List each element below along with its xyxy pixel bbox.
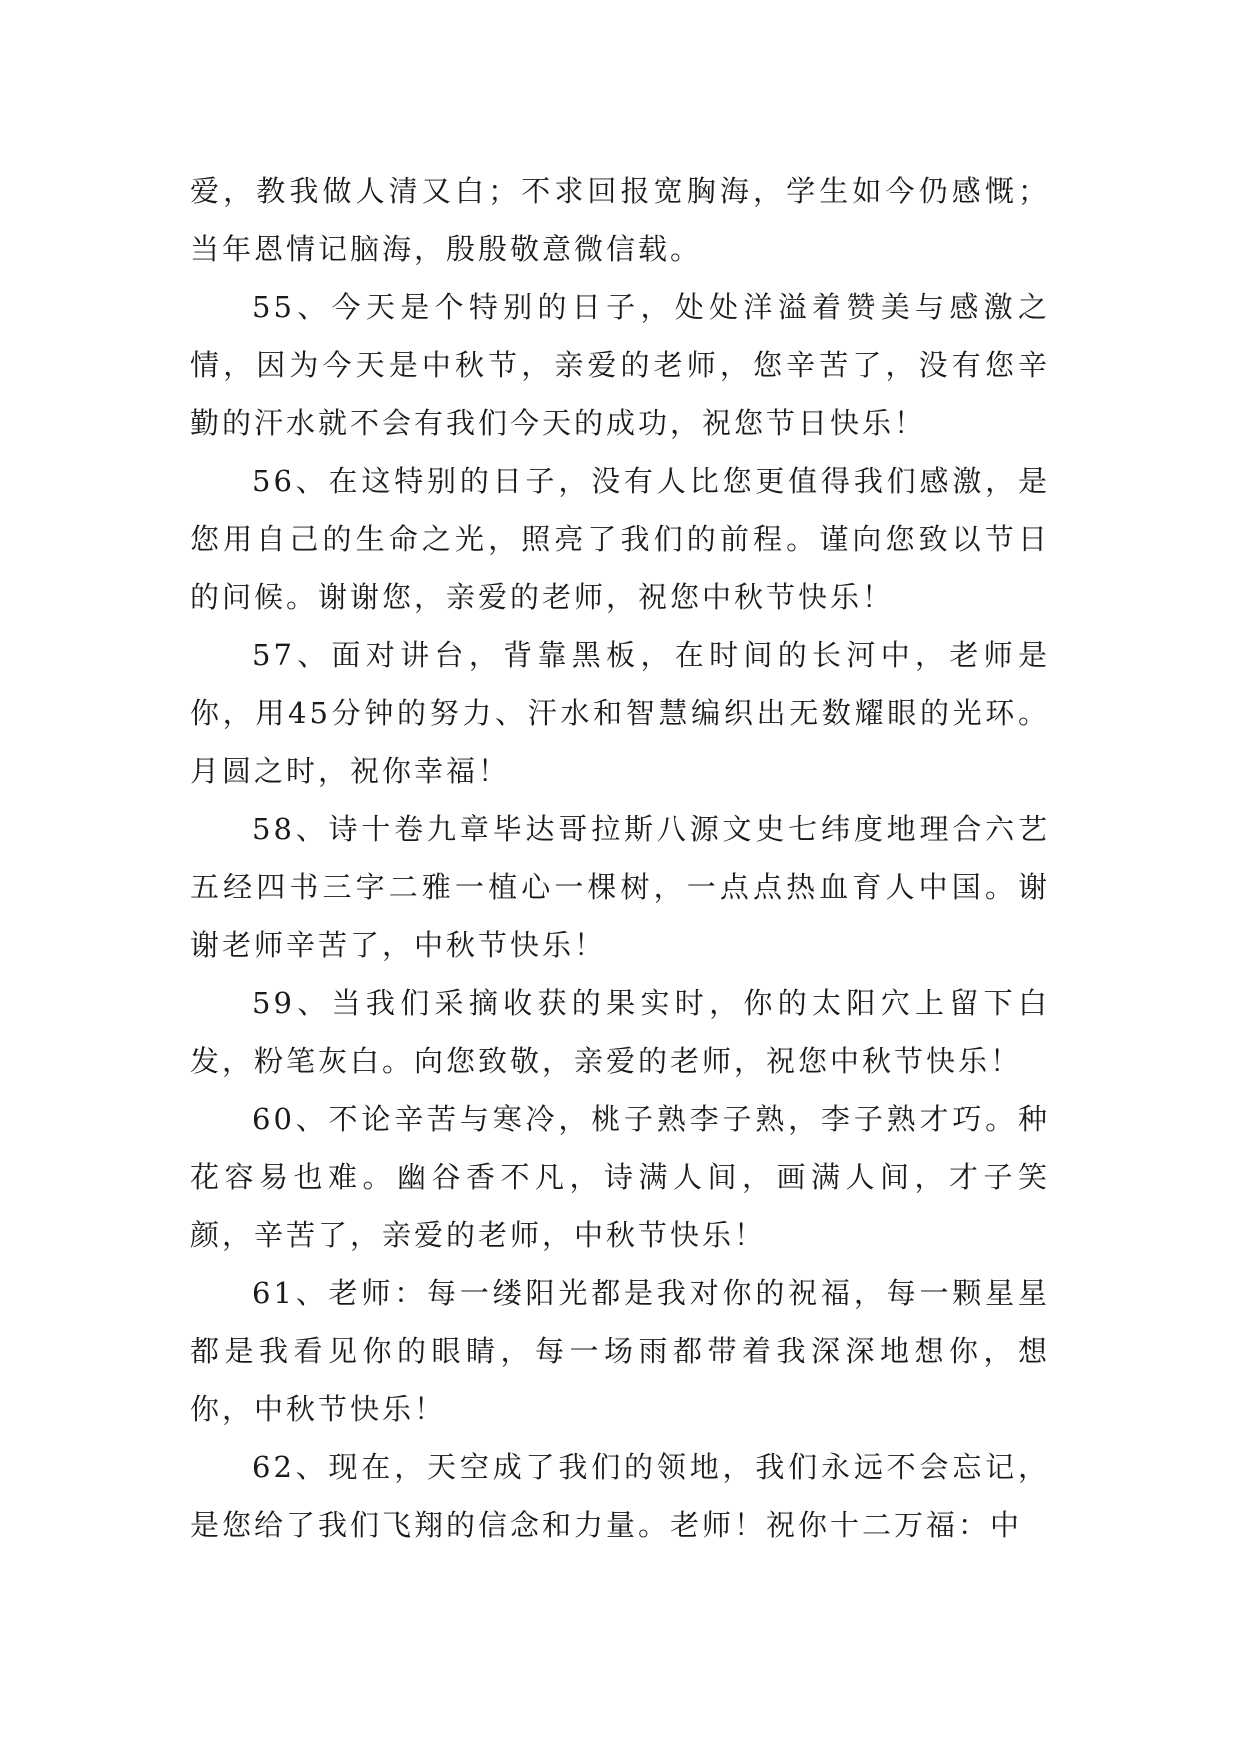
paragraph-59: 59、当我们采摘收获的果实时，你的太阳穴上留下白发，粉笔灰白。向您致敬，亲爱的老师，祝您中秋节快乐！ xyxy=(190,986,1050,1078)
paragraph-57: 57、面对讲台，背靠黑板，在时间的长河中，老师是你，用45分钟的努力、汗水和智慧编织出无数耀眼的光环。月圆之时，祝你幸福！ xyxy=(190,638,1050,788)
paragraph-60: 60、不论辛苦与寒冷，桃子熟李子熟，李子熟才巧。种花容易也难。幽谷香不凡，诗满人间，画满人间，才子笑颜，辛苦了，亲爱的老师，中秋节快乐！ xyxy=(190,1102,1050,1252)
paragraph-56: 56、在这特别的日子，没有人比您更值得我们感激，是您用自己的生命之光，照亮了我们的前程。谨向您致以节日的问候。谢谢您，亲爱的老师，祝您中秋节快乐！ xyxy=(190,464,1050,614)
paragraph-55: 55、今天是个特别的日子，处处洋溢着赞美与感激之情，因为今天是中秋节，亲爱的老师，您辛苦了，没有您辛勤的汗水就不会有我们今天的成功，祝您节日快乐！ xyxy=(190,290,1050,440)
paragraph-58: 58、诗十卷九章毕达哥拉斯八源文史七纬度地理合六艺五经四书三字二雅一植心一棵树，一点点热血育人中国。谢谢老师辛苦了，中秋节快乐！ xyxy=(190,812,1050,962)
paragraph-62: 62、现在，天空成了我们的领地，我们永远不会忘记，是您给了我们飞翔的信念和力量。老师！祝你十二万福：中 xyxy=(190,1450,1050,1542)
document-body xyxy=(190,162,1050,1554)
paragraph-continued: 爱，教我做人清又白；不求回报宽胸海，学生如今仍感慨；当年恩情记脑海，殷殷敬意微信载。 xyxy=(190,174,1050,266)
paragraph-61: 61、老师：每一缕阳光都是我对你的祝福，每一颗星星都是我看见你的眼睛，每一场雨都带着我深深地想你，想你，中秋节快乐！ xyxy=(190,1276,1050,1426)
